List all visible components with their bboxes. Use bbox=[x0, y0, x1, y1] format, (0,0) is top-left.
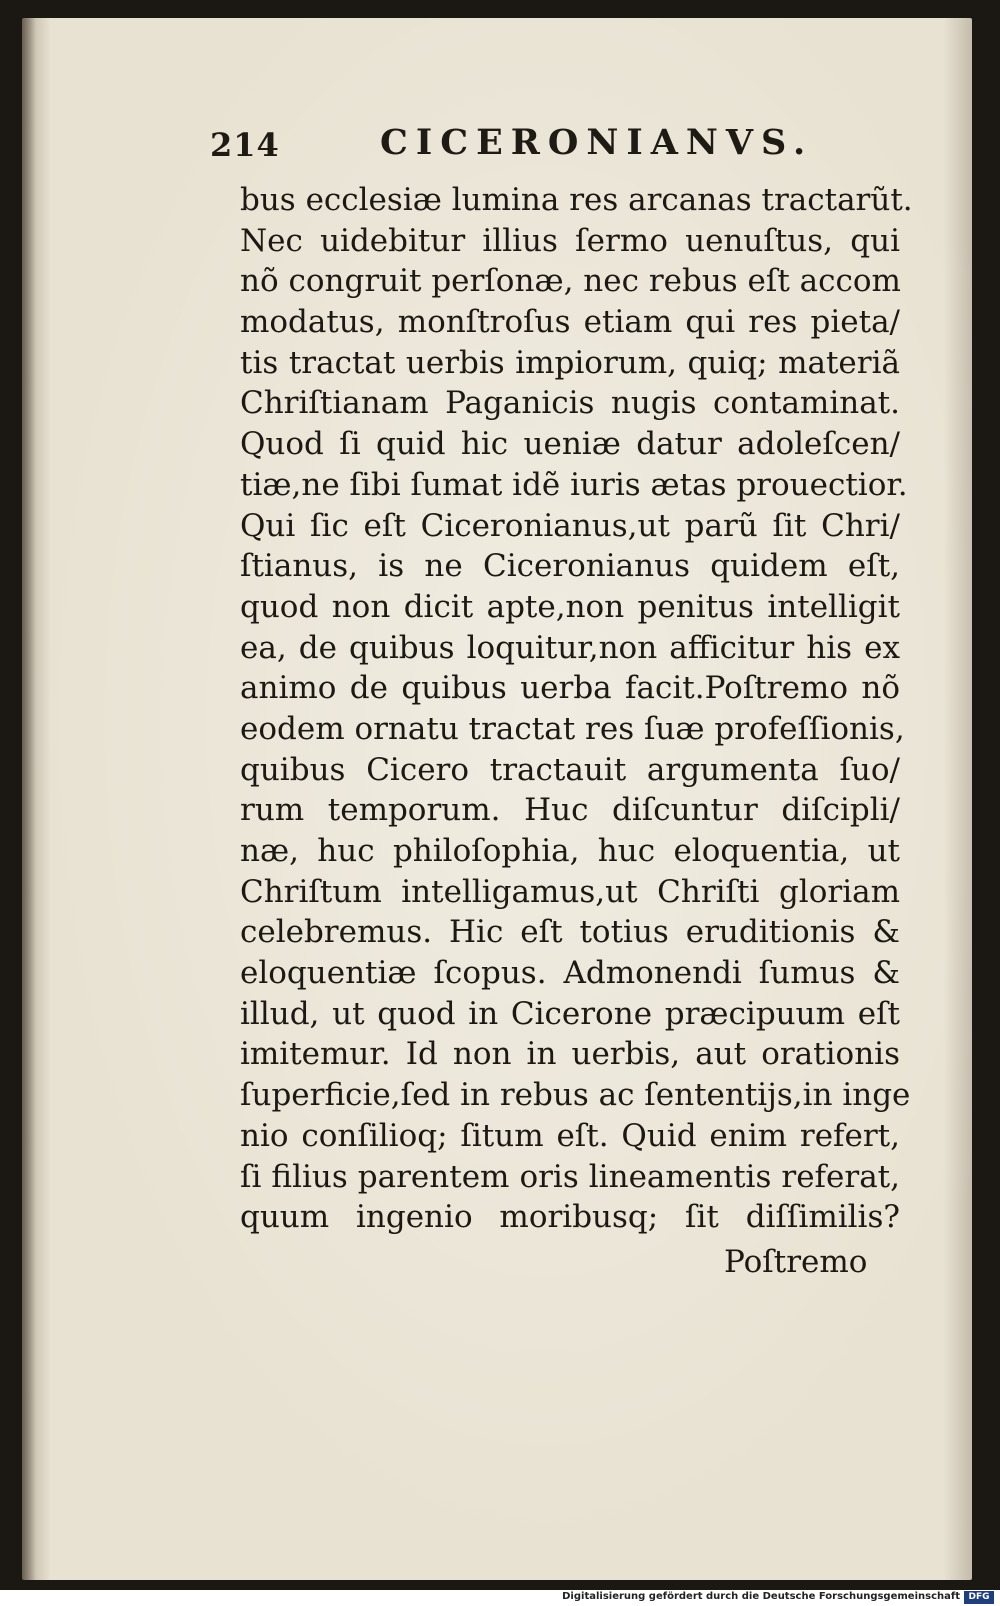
text-line: eodem ornatu tractat res ſuæ profeſſionis, bbox=[240, 710, 905, 747]
text-line: ſtianus, is ne Ciceronianus quidem eſt, bbox=[240, 548, 900, 585]
text-line: ſuperficie,ſed in rebus ac ſententijs,in inge bbox=[240, 1077, 911, 1114]
body-text bbox=[240, 180, 913, 1238]
text-line: quum ingenio moribusq; ſit diſſimilis? bbox=[240, 1199, 900, 1236]
text-line: bus ecclesiæ lumina res arcanas tractarũt. bbox=[240, 182, 913, 218]
text-line: quod non dicit apte,non penitus intelligit bbox=[240, 588, 900, 625]
text-line: nõ congruit perſonæ, nec rebus eſt accom bbox=[240, 263, 901, 300]
text-line: næ, huc philoſophia, huc eloquentia, ut bbox=[240, 833, 900, 869]
text-line: tis tractat uerbis impiorum, quiq; materiã bbox=[240, 344, 900, 381]
text-line: modatus, monſtroſus etiam qui res pieta/ bbox=[240, 304, 900, 341]
catchword: Poſtremo bbox=[724, 1244, 868, 1280]
funding-credit: Digitalisierung gefördert durch die Deutsche Forschungsgemeinschaft bbox=[562, 1591, 960, 1602]
text-line: Qui ſic eſt Ciceronianus,ut parũ ſit Chri/ bbox=[240, 507, 900, 544]
text-line: tiæ,ne ſibi ſumat idẽ iuris ætas prouectior. bbox=[240, 466, 908, 503]
page-header bbox=[210, 118, 814, 168]
digitization-footer bbox=[0, 1590, 1000, 1606]
text-line: illud, ut quod in Cicerone præcipuum eſt bbox=[240, 995, 900, 1032]
text-line: celebremus. Hic eſt totius eruditionis & bbox=[240, 914, 900, 951]
text-line: Quod ſi quid hic ueniæ datur adoleſcen/ bbox=[240, 426, 900, 463]
dfg-logo: DFG bbox=[964, 1591, 994, 1604]
text-line: ſi filius parentem oris lineamentis referat, bbox=[240, 1158, 900, 1195]
running-head: CICERONIANVS. bbox=[380, 122, 814, 163]
text-line: Chriſtianam Paganicis nugis contaminat. bbox=[240, 385, 900, 422]
text-line: Chriſtum intelligamus,ut Chriſti gloriam bbox=[240, 873, 900, 910]
text-line: animo de quibus uerba facit.Poſtremo nõ bbox=[240, 670, 900, 707]
text-line: quibus Cicero tractauit argumenta ſuo/ bbox=[240, 751, 900, 788]
page-gutter-shadow bbox=[22, 18, 36, 1580]
text-line: imitemur. Id non in uerbis, aut orationis bbox=[240, 1036, 900, 1073]
text-line: ea, de quibus loquitur,non afficitur his ex bbox=[240, 629, 900, 666]
text-line: rum temporum. Huc diſcuntur diſcipli/ bbox=[240, 792, 900, 829]
text-line: Nec uidebitur illius ſermo uenuſtus, qui bbox=[240, 222, 900, 259]
text-line: eloquentiæ ſcopus. Admonendi ſumus & bbox=[240, 955, 900, 992]
text-line: nio conſilioq; ſitum eſt. Quid enim refert, bbox=[240, 1117, 900, 1154]
page-number: 214 bbox=[210, 126, 280, 164]
